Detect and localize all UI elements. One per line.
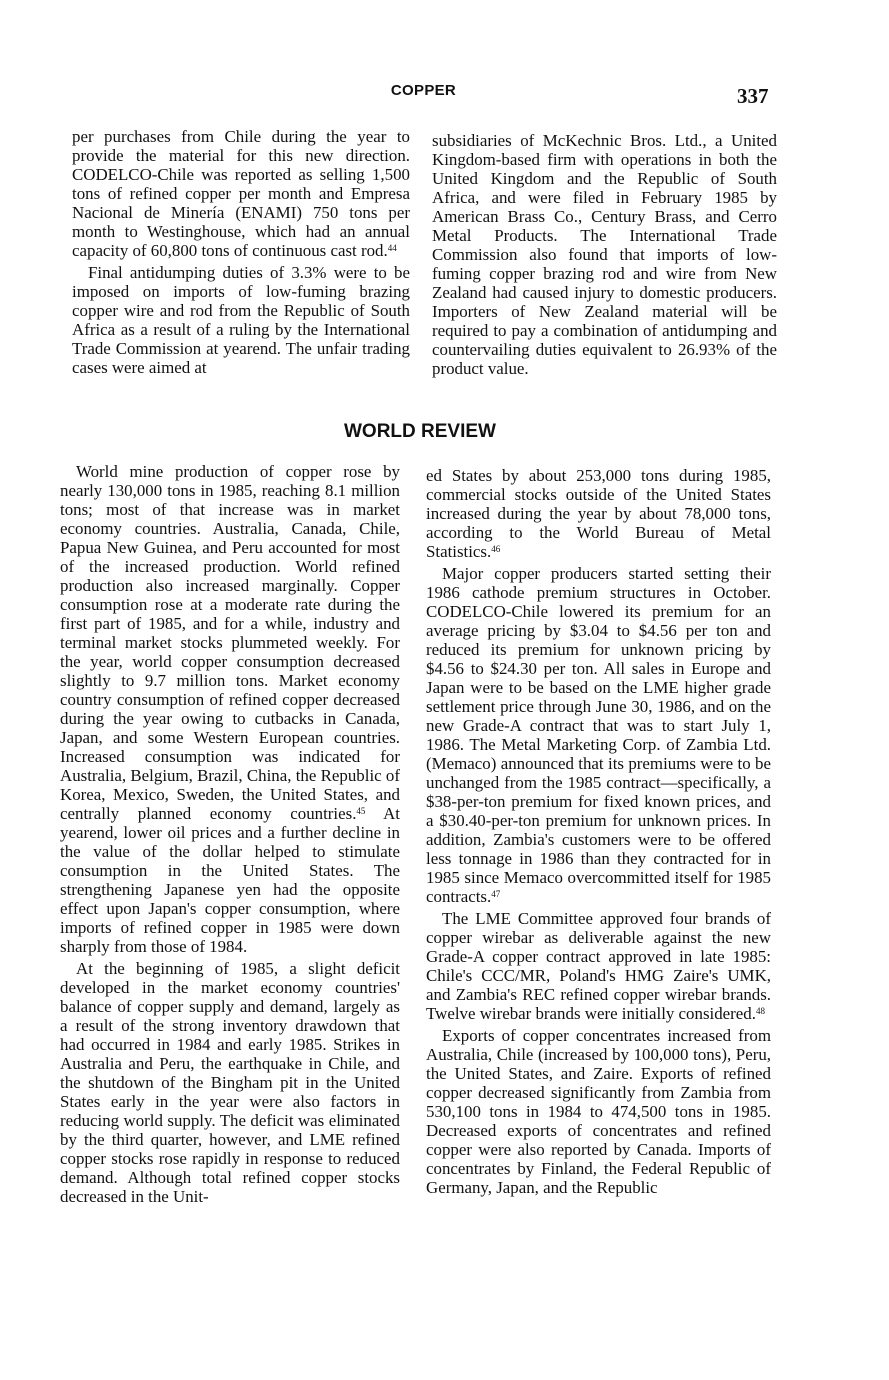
paragraph: ed States by about 253,000 tons during 1985, commercial stocks outside of the United States increased during the year by about 78,000 tons, according to the World Bureau of Metal Statistics.$^{46}$ <box>426 466 771 561</box>
paragraph: per purchases from Chile during the year to provide the material for this new direction. CODELCO-Chile was reported as selling 1,500 tons of refined copper per month and Empresa Nacional de Minería (ENAMI) 750 tons per month to Westinghouse, which had an annual capacity of 60,800 tons of continuous cast rod.$^{44}$ <box>72 127 410 260</box>
paragraph: Final antidumping duties of 3.3% were to be imposed on imports of low-fuming brazing copper wire and rod from the Republic of South Africa as a result of a ruling by the International Trade Commission at yearend. The unfair trading cases were aimed at <box>72 263 410 377</box>
top-right-column <box>432 131 777 381</box>
bottom-right-column <box>426 466 771 1200</box>
footnote-ref: 47 <box>491 889 501 899</box>
paragraph: At the beginning of 1985, a slight deficit developed in the market economy countries' balance of copper supply and demand, largely as a result of the strong inventory drawdown that had occurred in 1984 and early 1985. Strikes in Australia and Peru, the earthquake in Chile, and the shutdown of the Bingham pit in the United States early in the year were also factors in reducing world supply. The deficit was eliminated by the third quarter, however, and LME refined copper stocks rose rapidly in response to reduced demand. Although total refined copper stocks decreased in the Unit- <box>60 959 400 1206</box>
running-header: COPPER <box>390 82 457 99</box>
paragraph: subsidiaries of McKechnic Bros. Ltd., a United Kingdom-based firm with operations in both the United Kingdom and the Republic of South Africa, and were filed in February 1985 by American Brass Co., Century Brass, and Cerro Metal Products. The International Trade Commission also found that imports of low-fuming copper brazing rod and wire from New Zealand had caused injury to domestic producers. Importers of New Zealand material will be required to pay a combination of antidumping and countervailing duties equivalent to 26.93% of the product value. <box>432 131 777 378</box>
footnote-ref: 44 <box>387 243 397 253</box>
top-left-column <box>72 127 410 380</box>
footnote-ref: 45 <box>356 806 366 816</box>
bottom-left-column <box>60 462 400 1209</box>
footnote-ref: 48 <box>755 1006 765 1016</box>
page-number: 337 <box>737 84 769 108</box>
paragraph: World mine production of copper rose by nearly 130,000 tons in 1985, reaching 8.1 million tons; most of that increase was in market economy countries. Australia, Canada, Chile, Papua New Guinea, and Peru accounted for most of the increased production. World refined production also increased marginally. Copper consumption rose at a moderate rate during the first part of 1985, and for a while, industry and terminal market stocks plummeted weekly. For the year, world copper consumption decreased slightly to 9.7 million tons. Market economy country consumption of refined copper decreased during the year owing to cutbacks in Canada, Japan, and some Western European countries. Increased consumption was indicated for Australia, Belgium, Brazil, China, the Republic of Korea, Mexico, Sweden, the United States, and centrally planned economy countries.$^{45}$ At yearend, lower oil prices and a further decline in the value of the dollar helped to stimulate consumption in the United States. The strengthening Japanese yen had the opposite effect upon Japan's copper consumption, where imports of refined copper in 1985 were down sharply from those of 1984. <box>60 462 400 956</box>
paragraph: Exports of copper concentrates increased from Australia, Chile (increased by 100,000 tons), Peru, the United States, and Zaire. Exports of refined copper decreased significantly from Zambia from 530,100 tons in 1984 to 474,500 tons in 1985. Decreased exports of concentrates and refined copper were also reported by Canada. Imports of concentrates by Finland, the Federal Republic of Germany, Japan, and the Republic <box>426 1026 771 1197</box>
section-heading: WORLD REVIEW <box>344 421 496 442</box>
paragraph: Major copper producers started setting their 1986 cathode premium structures in October. CODELCO-Chile lowered its premium for an average pricing by $3.04 to $4.56 per ton and reduced its premium for unknown pricing by $4.56 to $24.30 per ton. All sales in Europe and Japan were to be based on the LME higher grade settlement price through June 30, 1986, and on the new Grade-A contract that was to start July 1, 1986. The Metal Marketing Corp. of Zambia Ltd. (Memaco) announced that its premiums were to be unchanged from the 1985 contract—specifically, a $38-per-ton premium for fixed known prices, and a $30.40-per-ton premium for unknown prices. In addition, Zambia's customers were to be offered less tonnage in 1986 than they contracted for in 1985 since Memaco overcommitted itself for 1985 contracts.$^{47}$ <box>426 564 771 906</box>
footnote-ref: 46 <box>491 544 501 554</box>
paragraph: The LME Committee approved four brands of copper wirebar as deliverable against the new Grade-A copper contract approved in late 1985: Chile's CCC/MR, Poland's HMG Zaire's UMK, and Zambia's REC refined copper wirebar brands. Twelve wirebar brands were initially considered.$^{48}$ <box>426 909 771 1023</box>
